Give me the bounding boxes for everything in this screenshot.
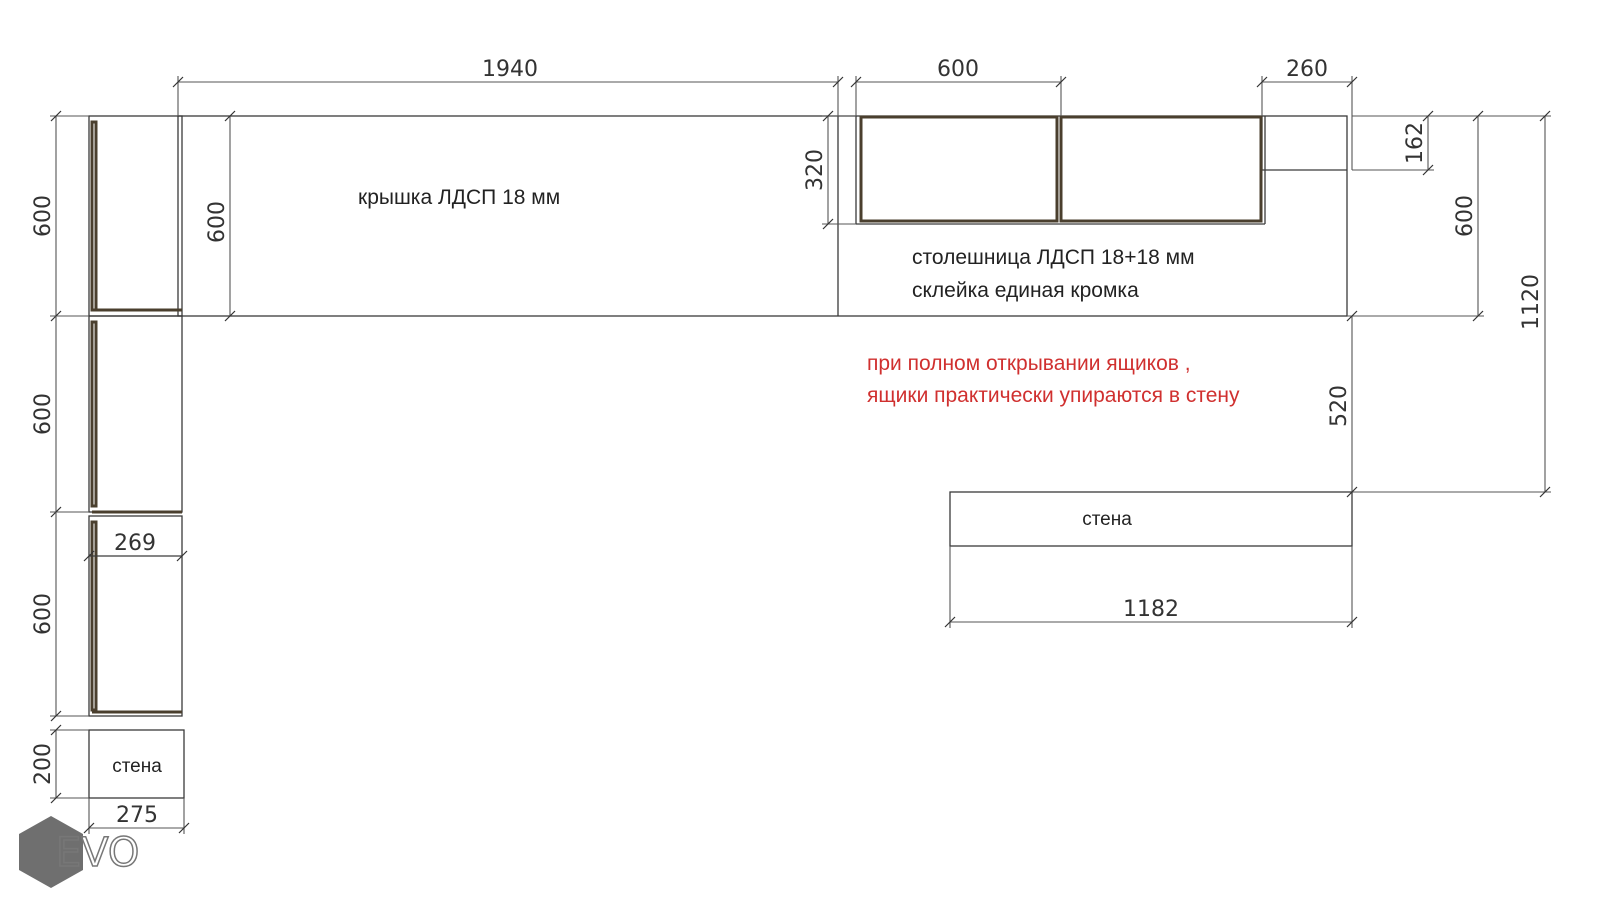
dim-1120: 1120 xyxy=(1519,274,1544,330)
dimension-lines xyxy=(50,76,1551,834)
dim-600-inner: 600 xyxy=(205,201,230,243)
wall-left-label: стена xyxy=(112,756,162,777)
note-line1: при полном открывании ящиков , xyxy=(867,352,1191,375)
dim-200: 200 xyxy=(31,743,56,785)
dim-269: 269 xyxy=(114,531,156,556)
dim-260: 260 xyxy=(1286,57,1328,82)
wall-right-block xyxy=(950,492,1352,546)
note-line2: ящики практически упираются в стену xyxy=(867,384,1240,407)
countertop-label-line1: столешница ЛДСП 18+18 мм xyxy=(912,246,1195,269)
dim-275: 275 xyxy=(116,803,158,828)
dim-162: 162 xyxy=(1403,122,1428,164)
top-panel-label: крышка ЛДСП 18 мм xyxy=(358,186,561,209)
dim-1182: 1182 xyxy=(1123,597,1179,622)
left-modules xyxy=(89,116,182,716)
dim-600-left-bottom: 600 xyxy=(31,593,56,635)
dim-600-top-cabinet: 600 xyxy=(937,57,979,82)
top-slab xyxy=(178,116,1347,316)
dim-1940: 1940 xyxy=(482,57,538,82)
dim-600-left-top: 600 xyxy=(31,195,56,237)
dim-600-right: 600 xyxy=(1453,195,1478,237)
dim-520: 520 xyxy=(1327,385,1352,427)
logo-text: EVO xyxy=(56,830,140,876)
wall-right-label: стена xyxy=(1082,509,1132,530)
wall-cabinets xyxy=(856,116,1265,224)
dim-320: 320 xyxy=(803,149,828,191)
countertop-label-line2: склейка единая кромка xyxy=(912,279,1139,302)
dim-600-left-mid: 600 xyxy=(31,393,56,435)
